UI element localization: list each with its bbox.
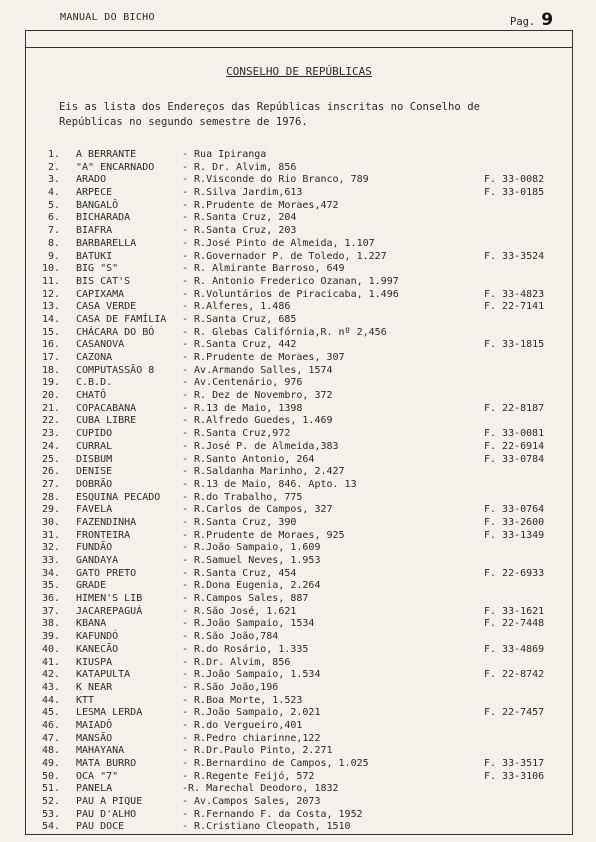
republica-address: - R.João Sampaio, 2.021 [182, 707, 321, 719]
list-item [34, 428, 574, 441]
republica-address: - R.13 de Maio, 1398 [182, 402, 303, 414]
list-item [34, 809, 574, 822]
republica-name: DENISE [76, 466, 113, 478]
republica-address: - R.Pedro chiarinne,122 [182, 732, 321, 744]
item-number: 11. [41, 275, 60, 287]
list-item [34, 568, 574, 581]
republica-address: - R.Boa Morte, 1.523 [182, 694, 303, 706]
list-item [34, 695, 574, 708]
republica-name: PAU D'ALHO [76, 808, 137, 820]
page-number: 9 [541, 10, 554, 30]
republica-address: - R.Santa Cruz, 442 [182, 339, 297, 351]
item-number: 2. [47, 161, 60, 173]
list-item [34, 783, 574, 796]
republica-phone: F. 33-3106 [484, 770, 545, 782]
page-label: Pag. [510, 16, 536, 28]
republica-address: - R.São José, 1.621 [182, 605, 297, 617]
list-item [34, 225, 574, 238]
republica-address: - R.Prudente de Moraes,472 [182, 199, 339, 211]
item-number: 32. [41, 542, 60, 554]
republica-name: BATUKI [76, 250, 113, 262]
list-item [34, 149, 574, 162]
republica-name: JACAREPAGUÁ [76, 605, 143, 617]
list-item [34, 162, 574, 175]
item-number: 10. [41, 263, 60, 275]
republica-phone: F. 33-3517 [484, 758, 545, 769]
list-item [34, 492, 574, 505]
item-number: 1. [47, 149, 60, 160]
republica-name: BIAFRA [76, 225, 113, 237]
republica-phone: F. 22-7448 [484, 618, 545, 630]
list-item [34, 289, 574, 302]
list-item [34, 479, 574, 492]
republica-name: C.B.D. [76, 377, 113, 389]
republica-phone: F. 33-0764 [484, 504, 545, 516]
list-item [34, 606, 574, 619]
republica-phone: F. 33-2600 [484, 516, 545, 528]
item-number: 9. [47, 250, 60, 262]
item-number: 29. [41, 504, 60, 516]
republica-name: ARPECE [76, 187, 113, 199]
republica-address: - R.Campos Sales, 887 [182, 593, 309, 605]
republica-name: COMPUTASSÃO 8 [76, 364, 155, 376]
item-number: 19. [41, 377, 60, 389]
list-item [34, 212, 574, 225]
republica-address: - R.Bernardino de Campos, 1.025 [182, 758, 369, 769]
item-number: 38. [41, 618, 60, 630]
republica-address: - R.Saldanha Marinho, 2.427 [182, 466, 345, 478]
item-number: 26. [41, 466, 60, 478]
republica-name: COPACABANA [76, 402, 137, 414]
item-number: 20. [41, 390, 60, 402]
republica-phone: F. 22-6914 [484, 440, 545, 452]
section-title-text: CONSELHO DE REPÚBLICAS [226, 65, 372, 78]
republica-address: - R.Visconde do Rio Branco, 789 [182, 174, 369, 186]
republica-name: "A" ENCARNADO [76, 161, 155, 173]
republica-name: MANSÃO [76, 732, 113, 744]
list-item [34, 517, 574, 530]
republica-name: CASA VERDE [76, 301, 137, 313]
republica-phone: F. 33-0185 [484, 187, 545, 199]
item-number: 48. [41, 745, 60, 757]
item-number: 18. [41, 364, 60, 376]
republica-name: CAPIXAMA [76, 288, 125, 300]
republica-address: - R.José P. de Almeida,383 [182, 440, 339, 452]
republica-name: CHÁCARA DO BÓ [76, 326, 155, 338]
item-number: 33. [41, 555, 60, 566]
list-item [34, 504, 574, 517]
republica-address: - R.Alfredo Guedes, 1.469 [182, 415, 333, 427]
republica-address: - R.Santa Cruz,972 [182, 428, 291, 440]
list-item [34, 415, 574, 428]
list-item [34, 771, 574, 784]
republica-address: - R.Dona Eugenia, 2.264 [182, 580, 321, 592]
republica-phone: F. 33-4823 [484, 288, 545, 300]
page-frame [25, 30, 573, 835]
list-item [34, 796, 574, 809]
republica-address: - R. Dr. Alvim, 856 [182, 161, 297, 173]
republica-name: CASANOVA [76, 339, 125, 351]
republica-name: ARADO [76, 174, 107, 186]
republica-phone: F. 22-7457 [484, 707, 545, 719]
item-number: 14. [41, 313, 60, 325]
republica-address: - R.Dr. Alvim, 856 [182, 656, 291, 668]
list-item [34, 580, 574, 593]
list-item [34, 466, 574, 479]
republica-name: BIG "S" [76, 263, 119, 275]
republica-address: - R.José Pinto de Almeida, 1.107 [182, 237, 375, 249]
list-item [34, 745, 574, 758]
republica-address: - R.Voluntários de Piracicaba, 1.496 [182, 288, 399, 300]
republica-phone: F. 33-0081 [484, 428, 545, 440]
republica-name: KAFUNDÓ [76, 631, 119, 643]
republica-address: - R.Cristiano Cleopath, 1510 [182, 821, 351, 833]
republica-name: KBANA [76, 618, 107, 630]
republica-name: KANECÃO [76, 643, 119, 655]
republica-address: - Rua Ipiranga [182, 149, 267, 160]
republica-address: - R.Santa Cruz, 390 [182, 516, 297, 528]
republica-name: FAZENDINHA [76, 516, 137, 528]
republica-address: - R.Governador P. de Toledo, 1.227 [182, 250, 387, 262]
republica-address: -R. Marechal Deodoro, 1832 [182, 783, 339, 795]
republica-phone: F. 33-1349 [484, 529, 545, 541]
list-item [34, 390, 574, 403]
page-number-label [510, 10, 553, 30]
republica-name: DISBUM [76, 453, 113, 465]
republica-phone: F. 22-7141 [484, 301, 545, 313]
republica-name: MAHAYANA [76, 745, 125, 757]
republica-phone: F. 33-0784 [484, 453, 545, 465]
republica-name: FRONTEIRA [76, 529, 131, 541]
republica-name: CUPIDO [76, 428, 113, 440]
item-number: 5. [47, 199, 60, 211]
republica-name: FAVELA [76, 504, 113, 516]
republica-address: - R.Dr.Paulo Pinto, 2.271 [182, 745, 333, 757]
republica-name: CASA DE FAMÍLIA [76, 313, 167, 325]
list-item [34, 555, 574, 568]
item-number: 51. [41, 783, 60, 795]
section-title [26, 65, 572, 78]
republica-name: DOBRÃO [76, 478, 113, 490]
item-number: 43. [41, 681, 60, 693]
item-number: 28. [41, 491, 60, 503]
list-item [34, 821, 574, 834]
republica-address: - R.Santa Cruz, 685 [182, 313, 297, 325]
item-number: 46. [41, 719, 60, 731]
republica-address: - R.Santa Cruz, 204 [182, 212, 297, 224]
republica-name: PAU A PIQUE [76, 796, 143, 808]
running-header-title: MANUAL DO BICHO [60, 12, 155, 23]
republica-address: - R.do Trabalho, 775 [182, 491, 303, 503]
republica-address: - Av.Campos Sales, 2073 [182, 796, 321, 808]
item-number: 45. [41, 707, 60, 719]
list-item [34, 238, 574, 251]
item-number: 7. [47, 225, 60, 237]
republica-name: OCA "7" [76, 770, 119, 782]
item-number: 47. [41, 732, 60, 744]
list-item [34, 657, 574, 670]
item-number: 22. [41, 415, 60, 427]
republica-address: - R.São João,196 [182, 681, 279, 693]
republica-name: MATA BURRO [76, 758, 137, 769]
republica-address: - Av.Centenário, 976 [182, 377, 303, 389]
republica-address: - R.Fernando F. da Costa, 1952 [182, 808, 363, 820]
republica-name: KATAPULTA [76, 669, 131, 681]
list-item [34, 631, 574, 644]
list-item [34, 251, 574, 264]
republica-name: CHATÔ [76, 390, 107, 402]
republica-name: BICHARADA [76, 212, 131, 224]
republica-address: - R.Santa Cruz, 454 [182, 567, 297, 579]
item-number: 21. [41, 402, 60, 414]
republica-address: - R.Prudente de Moraes, 307 [182, 352, 345, 363]
republica-address: - Av.Armando Salles, 1574 [182, 364, 333, 376]
republica-name: KIUSPA [76, 656, 113, 668]
item-number: 53. [41, 808, 60, 820]
list-item [34, 707, 574, 720]
republica-name: BARBARELLA [76, 237, 137, 249]
republica-name: FUNDÃO [76, 542, 113, 554]
list-item [34, 441, 574, 454]
republica-address: - R. Almirante Barroso, 649 [182, 263, 345, 275]
republica-name: CUBA LIBRE [76, 415, 137, 427]
republica-name: K NEAR [76, 681, 113, 693]
republica-phone: F. 22-6933 [484, 567, 545, 579]
republica-address: - R.do Vergueiro,401 [182, 719, 303, 731]
item-number: 35. [41, 580, 60, 592]
republica-name: HIMEN'S LIB [76, 593, 143, 605]
republica-phone: F. 33-4869 [484, 643, 545, 655]
republica-phone: F. 33-0082 [484, 174, 545, 186]
republica-address: - R.Carlos de Campos, 327 [182, 504, 333, 516]
republica-address: - R.13 de Maio, 846. Apto. 13 [182, 478, 357, 490]
item-number: 39. [41, 631, 60, 643]
item-number: 12. [41, 288, 60, 300]
item-number: 40. [41, 643, 60, 655]
item-number: 8. [47, 237, 60, 249]
republica-name: MAIADÔ [76, 719, 113, 731]
list-item [34, 758, 574, 771]
item-number: 31. [41, 529, 60, 541]
republica-address: - R.Santa Cruz, 203 [182, 225, 297, 237]
item-number: 25. [41, 453, 60, 465]
list-item [34, 644, 574, 657]
item-number: 23. [41, 428, 60, 440]
item-number: 44. [41, 694, 60, 706]
list-item [34, 365, 574, 378]
intro-paragraph: Eis as lista dos Endereços das Repúblicas inscritas no Conselho de Repúblicas no segundo semestre de 1976. [59, 101, 480, 128]
item-number: 36. [41, 593, 60, 605]
republica-name: PANELA [76, 783, 113, 795]
list-item [34, 454, 574, 467]
republica-name: GRADE [76, 580, 107, 592]
list-item [34, 403, 574, 416]
list-item [34, 377, 574, 390]
republica-address: - R.Santo Antonio, 264 [182, 453, 315, 465]
republica-address: - R.João Sampaio, 1534 [182, 618, 315, 630]
list-item [34, 352, 574, 365]
republica-address: - R.Silva Jardim,613 [182, 187, 303, 199]
republica-address: - R.Prudente de Moraes, 925 [182, 529, 345, 541]
list-item [34, 339, 574, 352]
list-item [34, 618, 574, 631]
republica-name: ESQUINA PECADO [76, 491, 161, 503]
item-number: 15. [41, 326, 60, 338]
republica-address: - R.São João,784 [182, 631, 279, 643]
republica-name: CURRAL [76, 440, 113, 452]
republica-name: GANDAYA [76, 555, 119, 566]
item-number: 24. [41, 440, 60, 452]
item-number: 16. [41, 339, 60, 351]
item-number: 54. [41, 821, 60, 833]
republica-address: - R.João Sampaio, 1.534 [182, 669, 321, 681]
item-number: 34. [41, 567, 60, 579]
republica-phone: F. 22-8742 [484, 669, 545, 681]
republica-address: - R. Antonio Frederico Ozanan, 1.997 [182, 275, 399, 287]
republica-phone: F. 22-8187 [484, 402, 545, 414]
republica-phone: F. 33-1815 [484, 339, 545, 351]
list-item [34, 327, 574, 340]
item-number: 4. [47, 187, 60, 199]
list-item [34, 593, 574, 606]
item-number: 42. [41, 669, 60, 681]
republica-address: - R.Regente Feijó, 572 [182, 770, 315, 782]
item-number: 30. [41, 516, 60, 528]
item-number: 52. [41, 796, 60, 808]
republicas-list [34, 149, 574, 834]
republica-address: - R. Dez de Novembro, 372 [182, 390, 333, 402]
list-item [34, 174, 574, 187]
item-number: 49. [41, 758, 60, 769]
republica-name: KTT [76, 694, 95, 706]
republica-name: A BERRANTE [76, 149, 137, 160]
item-number: 3. [47, 174, 60, 186]
list-item [34, 720, 574, 733]
list-item [34, 733, 574, 746]
republica-address: - R.João Sampaio, 1.609 [182, 542, 321, 554]
item-number: 27. [41, 478, 60, 490]
republica-address: - R. Glebas Califórnia,R. nº 2,456 [182, 326, 387, 338]
republica-address: - R.do Rosário, 1.335 [182, 643, 309, 655]
item-number: 6. [47, 212, 60, 224]
item-number: 17. [41, 352, 60, 363]
list-item [34, 682, 574, 695]
republica-name: BANGALÔ [76, 199, 119, 211]
item-number: 37. [41, 605, 60, 617]
list-item [34, 276, 574, 289]
list-item [34, 187, 574, 200]
list-item [34, 314, 574, 327]
republica-address: - R.Samuel Neves, 1.953 [182, 555, 321, 566]
list-item [34, 669, 574, 682]
republica-name: CAZONA [76, 352, 113, 363]
list-item [34, 200, 574, 213]
republica-phone: F. 33-3524 [484, 250, 545, 262]
republica-phone: F. 33-1621 [484, 605, 545, 617]
item-number: 41. [41, 656, 60, 668]
list-item [34, 301, 574, 314]
list-item [34, 263, 574, 276]
frame-divider [26, 47, 572, 48]
republica-name: BIS CAT'S [76, 275, 131, 287]
list-item [34, 530, 574, 543]
republica-name: PAU DOCE [76, 821, 125, 833]
republica-name: GATO PRETO [76, 567, 137, 579]
republica-name: LESMA LERDA [76, 707, 143, 719]
republica-address: - R.Alferes, 1.486 [182, 301, 291, 313]
item-number: 50. [41, 770, 60, 782]
item-number: 13. [41, 301, 60, 313]
list-item [34, 542, 574, 555]
